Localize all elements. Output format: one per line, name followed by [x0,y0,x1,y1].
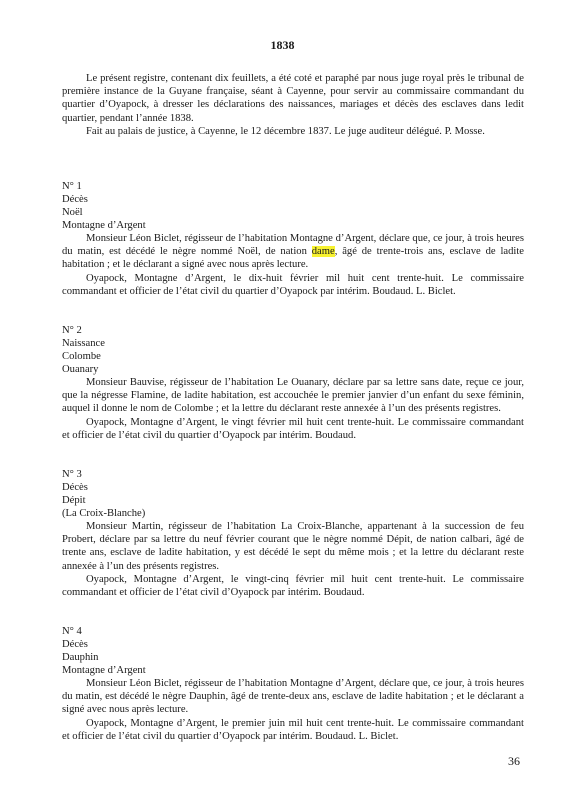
entry-place: Ouanary [62,364,99,375]
entry-body: Monsieur Léon Biclet, régisseur de l’habitation Montagne d’Argent, déclare que, ce jour, à trois heures du matin, est décédé le nègre nommé Noël, de nation dame, âgé de trente-trois ans, esclave de ladite habitation ; et le déclarant a signé avec nous après lecture. [62,233,524,271]
entry-closing: Oyapock, Montagne d’Argent, le vingt février mil huit cent trente-huit. Le commissaire commandant et officier de l’état civil du quartier d’Oyapock par intérim. Boudaud. [62,417,524,442]
intro-signature [62,125,524,138]
page-title: 1838 [270,38,295,52]
entry-closing: Oyapock, Montagne d’Argent, le dix-huit février mil huit cent trente-huit. Le commissaire commandant et officier de l’état civil du quartier d’Oyapock par intérim. Boudaud. L. Biclet. [62,273,524,298]
entry-type: Naissance [62,338,105,349]
entry-closing: Oyapock, Montagne d’Argent, le premier juin mil huit cent trente-huit. Le commissaire commandant et officier de l’état civil du quartier d’Oyapock par intérim. Boudaud. L. Biclet. [62,718,524,743]
intro-signature-text: Fait au palais de justice, à Cayenne, le 12 décembre 1837. Le juge auditeur délégué. P. Mosse. [86,126,485,137]
entry-type: Décès [62,194,88,205]
highlighted-word: dame [311,246,335,258]
entry-body: Monsieur Martin, régisseur de l’habitation La Croix-Blanche, appartenant à la succession de feu Probert, déclare par sa lettre du neuf février courant que le nègre nommé Dépit, de nation calbari, âgé de trente ans, esclave de ladite habitation, y est décédé le sept du même mois ; et la lettre du déclarant reste annexée à l’un des présents registres. [62,521,524,572]
entry-place: Montagne d’Argent [62,665,146,676]
page-number: 36 [508,754,520,768]
entry-number: N° 2 [62,325,82,336]
entry-place: Montagne d’Argent [62,220,146,231]
entry-number: N° 1 [62,181,82,192]
entry-number: N° 4 [62,626,82,637]
entry-type: Décès [62,639,88,650]
entry-closing: Oyapock, Montagne d’Argent, le vingt-cinq février mil huit cent trente-huit. Le commissaire commandant et officier de l’état civil d’Oyapock par intérim. Boudaud. [62,574,524,599]
entry-name: Dépit [62,495,86,506]
entry-type: Décès [62,482,88,493]
entry-name: Dauphin [62,652,99,663]
entry-number: N° 3 [62,469,82,480]
entry-body: Monsieur Léon Biclet, régisseur de l’habitation Montagne d’Argent, déclare que, ce jour, à trois heures du matin, est décédé le nègre Dauphin, âgé de trente-deux ans, esclave de ladite habitation ; et le déclarant a signé avec nous après lecture. [62,678,524,716]
intro-text: Le présent registre, contenant dix feuillets, a été coté et paraphé par nous juge royal près le tribunal de première instance de la Guyane française, séant à Cayenne, pour servir au commissaire commandant du quartier d’Oyapock, à dresser les déclarations des naissances, mariages et décès des esclaves dans ledit quartier, pendant l’année 1838. [62,73,524,124]
entry-name: Noël [62,207,83,218]
entry-name: Colombe [62,351,101,362]
entry-body: Monsieur Bauvise, régisseur de l’habitation Le Ouanary, déclare par sa lettre sans date, reçue ce jour, que la négresse Flamine, de ladite habitation, est accouchée le premier janvier d’un enfant du sexe féminin, auquel il donne le nom de Colombe ; et la lettre du déclarant reste annexée à l’un des présents registres. [62,377,524,415]
entry-place: (La Croix-Blanche) [62,508,146,519]
intro-paragraph [62,72,524,125]
